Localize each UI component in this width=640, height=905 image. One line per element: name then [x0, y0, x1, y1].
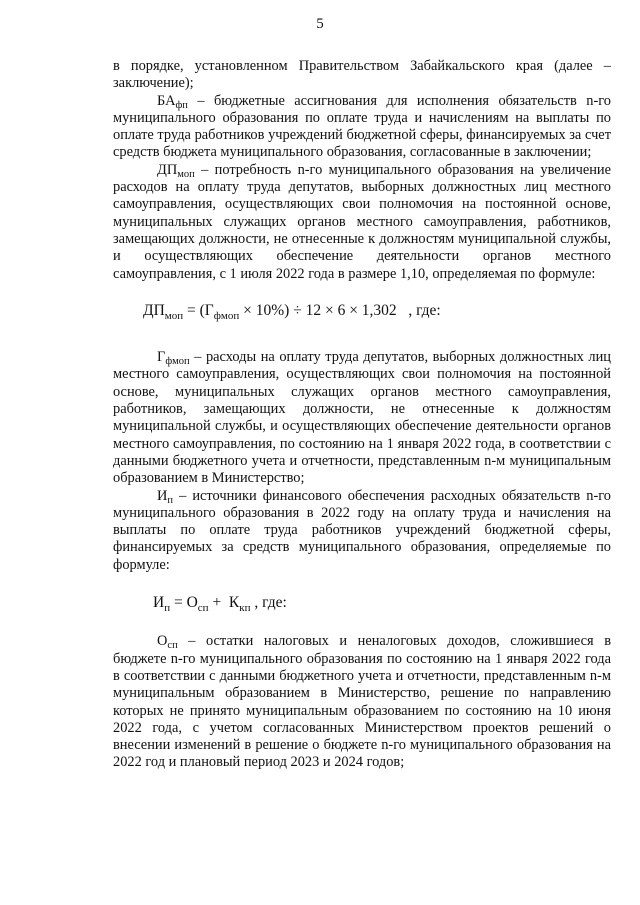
formula2-suffix: , где:	[250, 594, 287, 612]
formula1-lhs: ДП	[143, 301, 165, 319]
symbol-o: О	[157, 633, 168, 650]
paragraph-o-sp	[113, 633, 611, 771]
formula2-lhs: И	[153, 594, 165, 612]
formula2-eq: = О	[170, 594, 198, 612]
formula2-plus: + К	[208, 594, 240, 612]
formula1-mid: = (Г	[183, 301, 214, 319]
paragraph-ba-fp	[113, 93, 611, 162]
symbol-o-subscript: сп	[167, 640, 178, 652]
symbol-i-subscript: п	[167, 494, 174, 506]
formula-i-p	[113, 594, 611, 615]
paragraph-dp-mop-text: – потребность n-го муниципального образования на увеличение расходов на оплату труда депутатов, выборных должностных лиц местного самоуправления, осуществляющих свои полномочия на постоянной основе, муниципальных служащих органов местного самоуправления, работников, замещающих должности, не отнесенные к должностям муниципальной службы, и осуществляющих обеспечение деятельности органов местного самоуправления, с 1 июля 2022 года в размере 1,10, определяемая по формуле:	[113, 161, 611, 282]
symbol-dp-subscript: моп	[177, 168, 195, 180]
symbol-g: Г	[157, 349, 166, 366]
formula1-mid-subscript: фмоп	[213, 309, 240, 322]
symbol-dp: ДП	[157, 161, 178, 178]
formula2-lhs-subscript: п	[164, 602, 171, 615]
symbol-i: И	[157, 487, 168, 504]
paragraph-conclusion: в порядке, установленном Правительством Забайкальского края (далее – заключение);	[113, 58, 611, 92]
symbol-g-subscript: фмоп	[165, 356, 190, 368]
paragraph-o-sp-text: – остатки налоговых и неналоговых доходов, сложившиеся в бюджете n-го муниципального образования по состоянию на 1 января 2022 года в соответствии с данными бюджетного учета и отчетности, представленным n-м муниципальным образованием в Министерство, решение по направлению которых не принято муниципальным образованием по состоянию на 10 июня 2022 года, с учетом согласованных Министерством проектов решений о внесении изменений в решение о бюджете n-го муниципального образования на 2022 год и плановый период 2023 и 2024 годов;	[113, 633, 611, 771]
formula1-suffix: , где:	[396, 301, 441, 319]
symbol-ba: БА	[157, 92, 176, 109]
paragraph-i-p	[113, 488, 611, 574]
paragraph-ba-fp-text: – бюджетные ассигнования для исполнения обязательств n-го муниципального образования по оплате труда и начислениям на выплаты по оплате труда работников учреждений бюджетной сферы, финансируемых за счет средств бюджета муниципального образования, согласованные в заключении;	[113, 92, 611, 161]
symbol-ba-subscript: фп	[175, 99, 188, 111]
paragraph-g-fmop	[113, 349, 611, 487]
formula1-rest: × 10%) ÷ 12 × 6 × 1,302	[239, 301, 397, 319]
document-body	[113, 58, 611, 772]
formula1-lhs-subscript: моп	[164, 309, 184, 322]
paragraph-i-p-text: – источники финансового обеспечения расходных обязательств n-го муниципального образования в 2022 году на оплату труда и начисления на выплаты по оплате труда работников учреждений бюджетной сферы, финансируемых за средств муниципального образования, определяемые по формуле:	[113, 487, 611, 573]
formula-dp-mop	[113, 301, 611, 322]
page-number: 5	[316, 16, 324, 32]
formula2-o-subscript: сп	[197, 602, 209, 615]
paragraph-g-fmop-text: – расходы на оплату труда депутатов, выборных должностных лиц местного самоуправления, осуществляющих свои полномочия на постоянной основе, муниципальных служащих органов местного самоуправления, работников, замещающих должности, не отнесенные к должностям муниципальной службы, и осуществляющих обеспечение деятельности органов местного самоуправления, по состоянию на 1 января 2022 года, в соответствии с данными бюджетного учета и отчетности, представленным n-м муниципальным образованием в Министерство;	[113, 349, 611, 487]
paragraph-dp-mop	[113, 162, 611, 283]
formula2-k-subscript: кп	[239, 602, 251, 615]
